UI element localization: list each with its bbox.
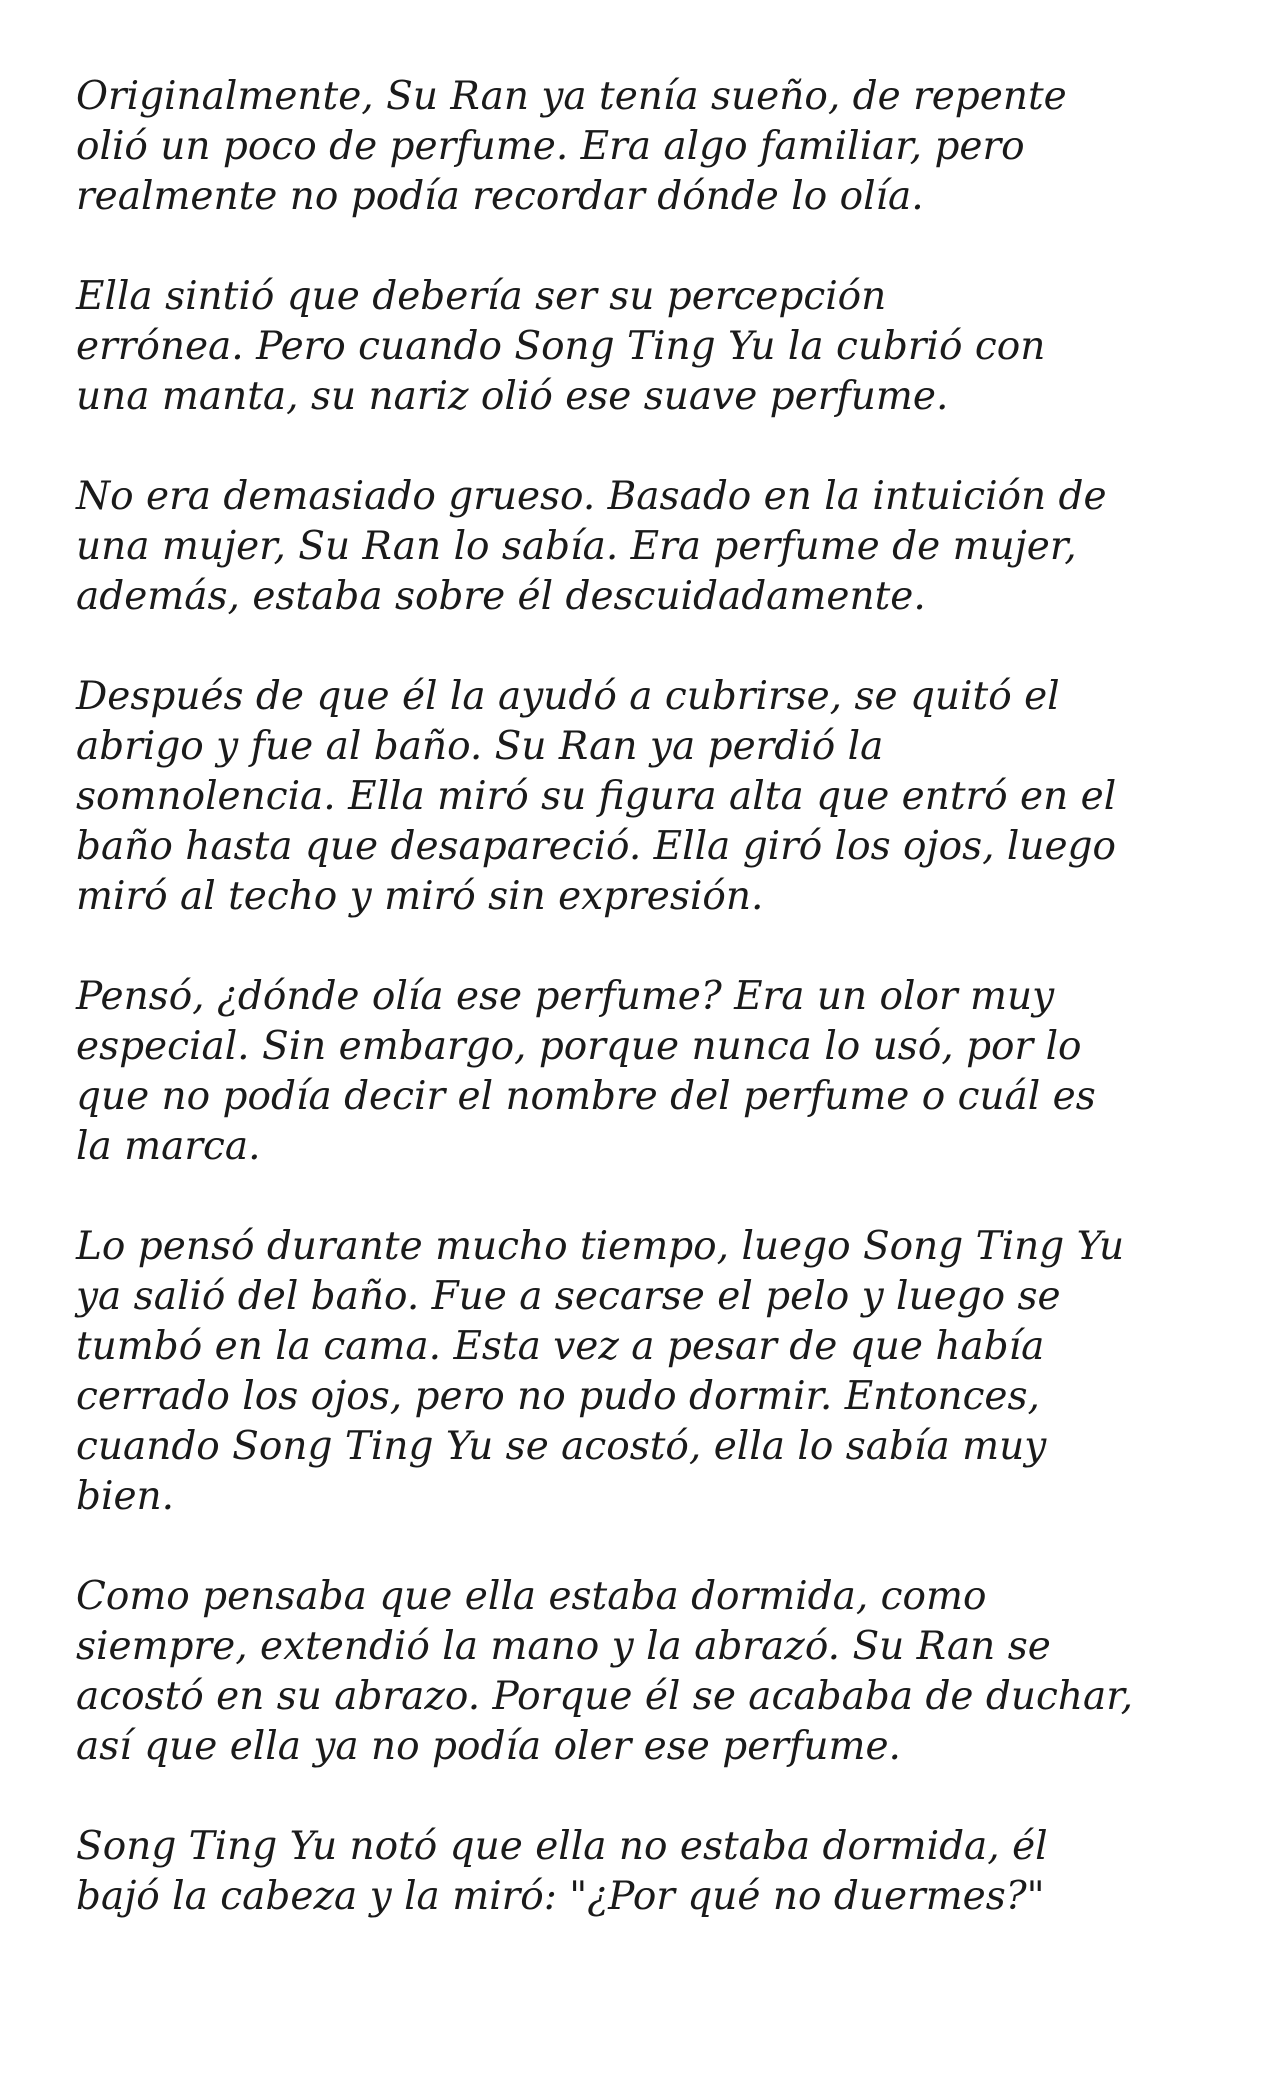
text-line: así que ella ya no podía oler ese perfume.	[76, 1724, 901, 1769]
text-line: Pensó, ¿dónde olía ese perfume? Era un olor muy	[76, 974, 1055, 1019]
paragraph	[76, 1222, 1215, 1522]
paragraph	[76, 1572, 1215, 1772]
text-line: cerrado los ojos, pero no pudo dormir. Entonces,	[76, 1374, 1040, 1419]
paragraph	[76, 972, 1215, 1172]
text-line: miró al techo y miró sin expresión.	[76, 874, 764, 919]
text-line: siempre, extendió la mano y la abrazó. Su Ran se	[76, 1624, 1051, 1669]
paragraph	[76, 272, 1215, 422]
text-line: tumbó en la cama. Esta vez a pesar de que había	[76, 1324, 1045, 1369]
text-line: una manta, su nariz olió ese suave perfume.	[76, 374, 949, 419]
paragraph	[76, 672, 1215, 922]
text-line: realmente no podía recordar dónde lo olía.	[76, 174, 924, 219]
text-line: Lo pensó durante mucho tiempo, luego Song Ting Yu	[76, 1224, 1125, 1269]
text-line: olió un poco de perfume. Era algo familiar, pero	[76, 124, 1025, 169]
paragraph	[76, 472, 1215, 622]
text-line: baño hasta que desapareció. Ella giró los ojos, luego	[76, 824, 1116, 869]
text-line: Ella sintió que debería ser su percepción	[76, 274, 887, 319]
text-line: una mujer, Su Ran lo sabía. Era perfume de mujer,	[76, 524, 1077, 569]
paragraph	[76, 1822, 1215, 1922]
text-line: Después de que él la ayudó a cubrirse, se quitó el	[76, 674, 1060, 719]
text-line: cuando Song Ting Yu se acostó, ella lo sabía muy	[76, 1424, 1047, 1469]
text-line: bajó la cabeza y la miró: "¿Por qué no duermes?"	[76, 1874, 1045, 1919]
text-line: ya salió del baño. Fue a secarse el pelo y luego se	[76, 1274, 1061, 1319]
text-line: somnolencia. Ella miró su figura alta que entró en el	[76, 774, 1117, 819]
text-line: Song Ting Yu notó que ella no estaba dormida, él	[76, 1824, 1048, 1869]
paragraph	[76, 72, 1215, 222]
text-line: además, estaba sobre él descuidadamente.	[76, 574, 926, 619]
text-line: errónea. Pero cuando Song Ting Yu la cubrió con	[76, 324, 1046, 369]
text-line: bien.	[76, 1474, 175, 1519]
document-body	[76, 72, 1215, 1922]
text-line: Como pensaba que ella estaba dormida, como	[76, 1574, 987, 1619]
text-line: especial. Sin embargo, porque nunca lo usó, por lo	[76, 1024, 1082, 1069]
text-line: acostó en su abrazo. Porque él se acababa de duchar,	[76, 1674, 1133, 1719]
text-line: abrigo y fue al baño. Su Ran ya perdió la	[76, 724, 884, 769]
text-line: la marca.	[76, 1124, 261, 1169]
text-line: que no podía decir el nombre del perfume o cuál es	[76, 1074, 1096, 1119]
text-line: Originalmente, Su Ran ya tenía sueño, de repente	[76, 74, 1067, 119]
text-line: No era demasiado grueso. Basado en la intuición de	[76, 474, 1107, 519]
